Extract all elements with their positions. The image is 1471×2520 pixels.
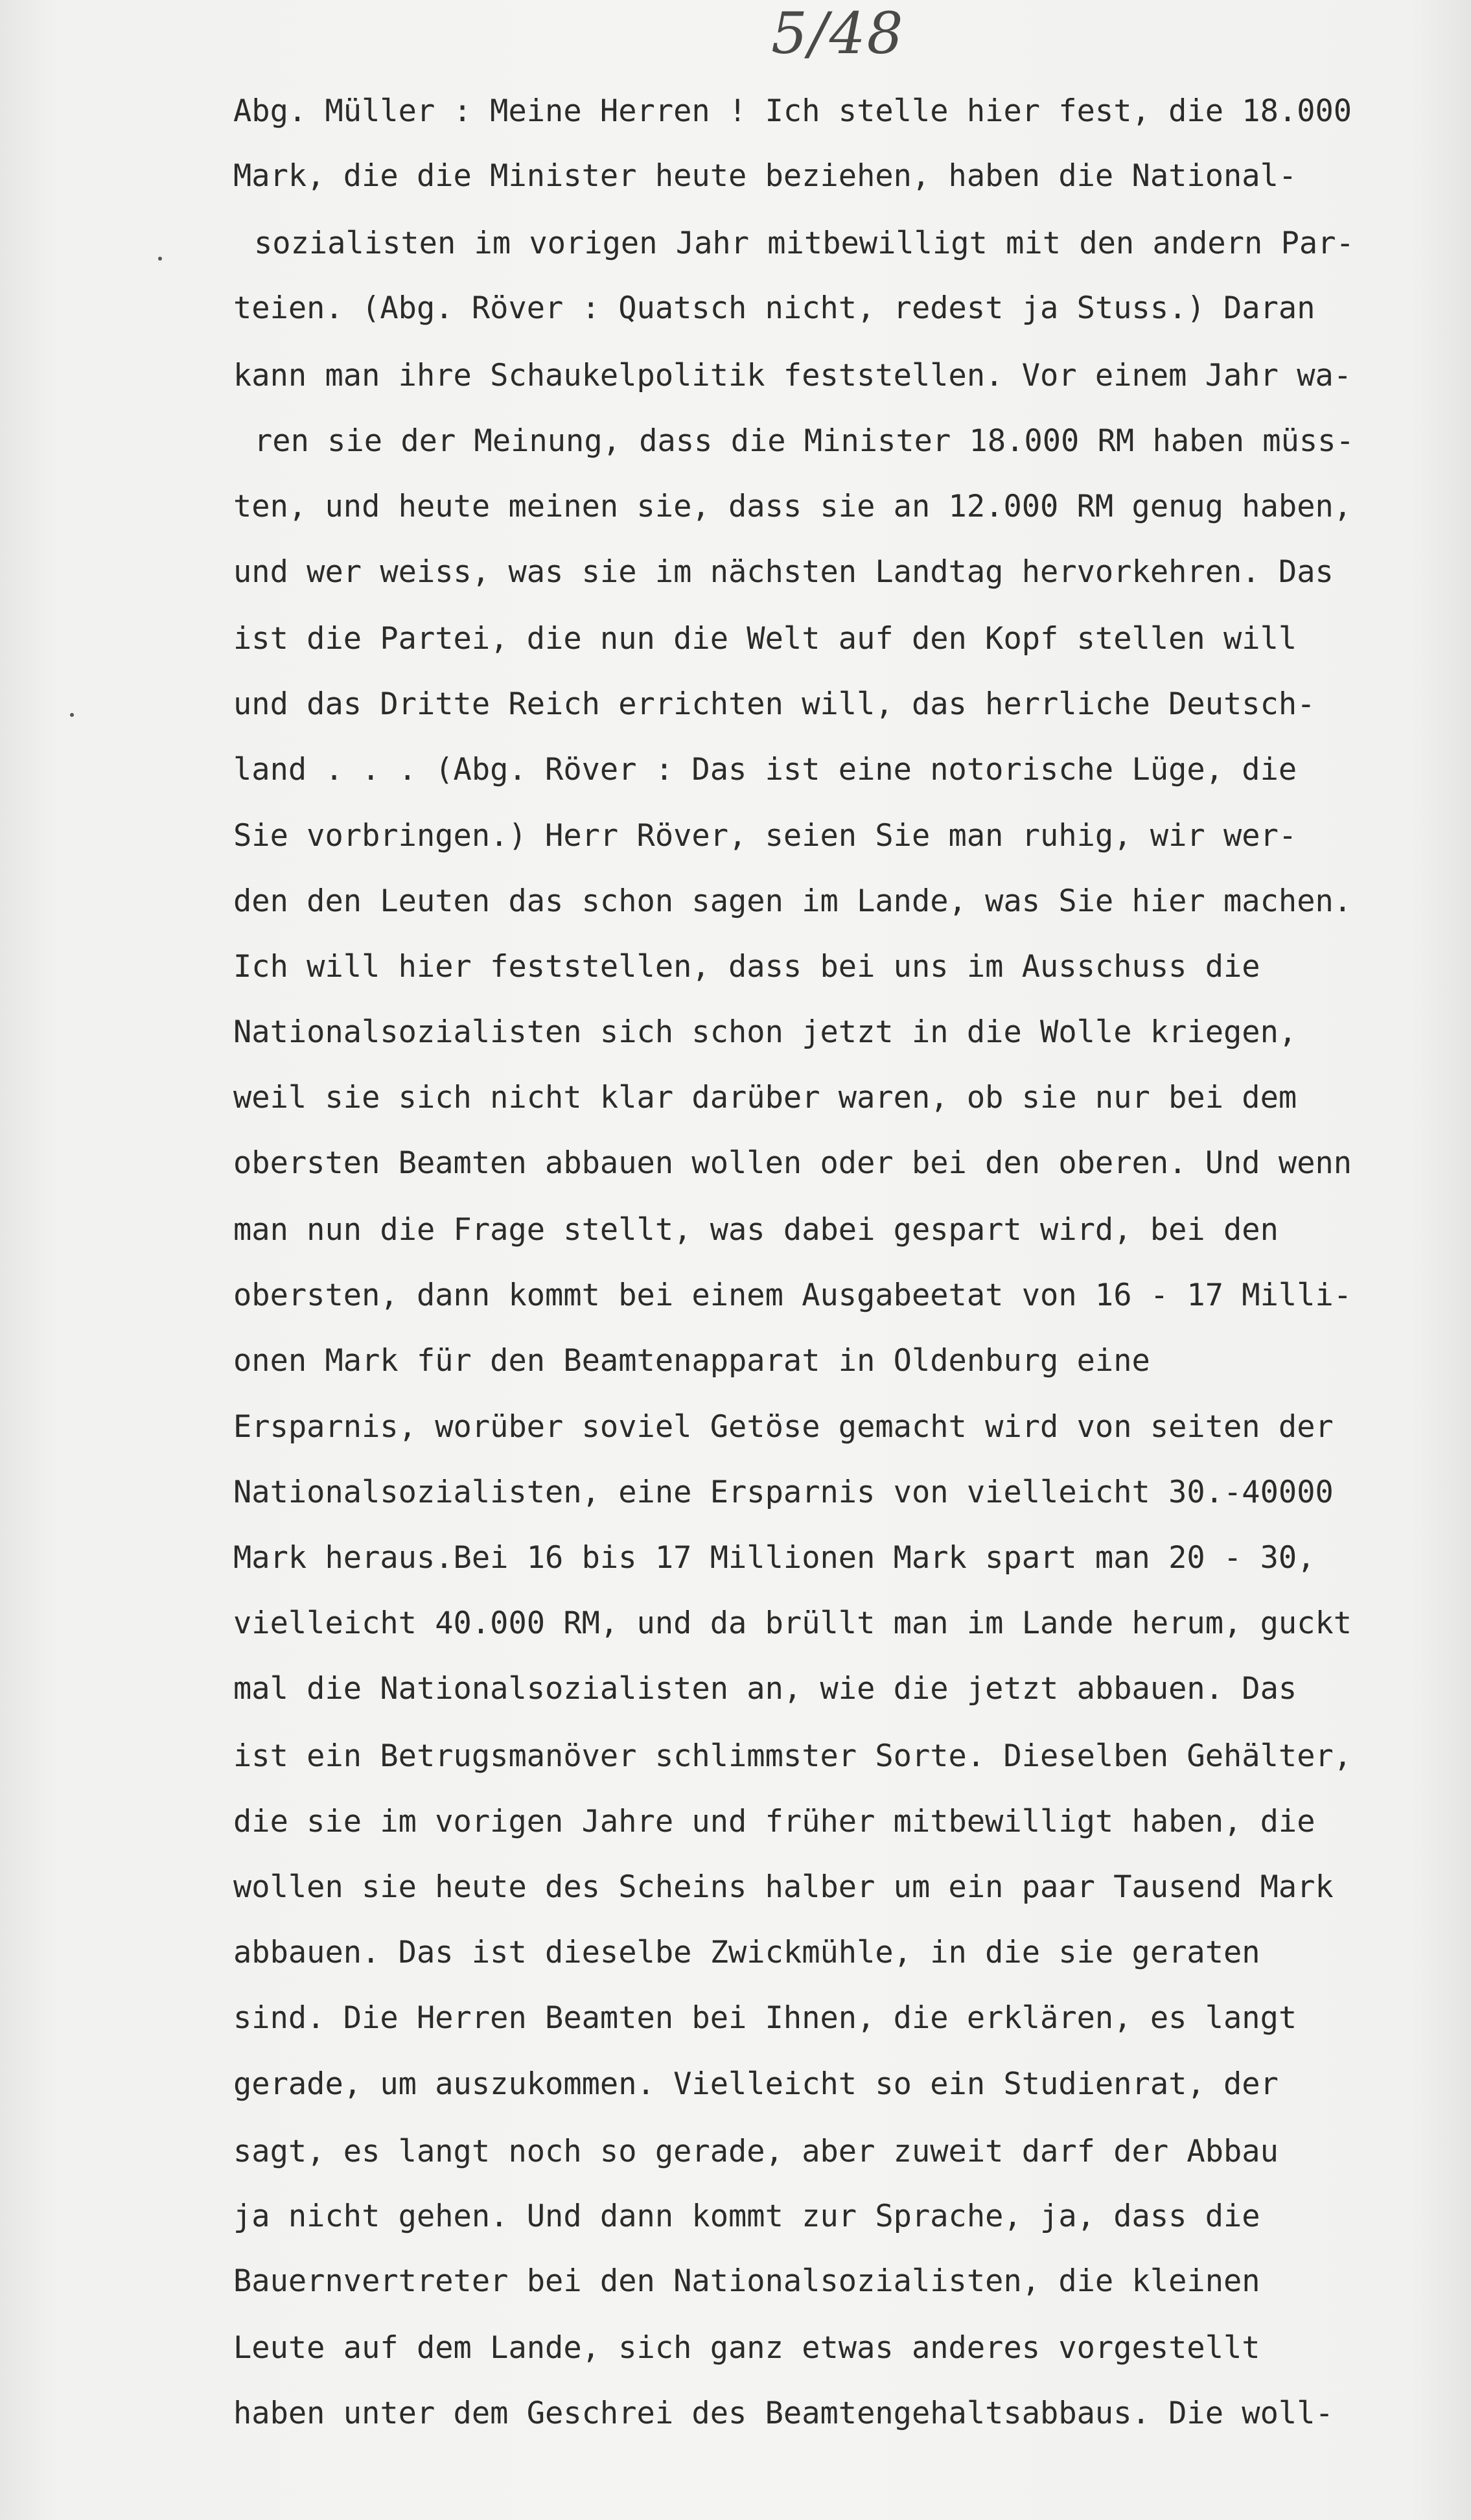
text-line: ten, und heute meinen sie, dass sie an 12.000 RM genug haben, [233,489,1352,524]
text-line: ist die Partei, die nun die Welt auf den Kopf stellen will [233,621,1297,657]
text-line: wollen sie heute des Scheins halber um ein paar Tausend Mark [233,1869,1334,1905]
text-line: teien. (Abg. Röver : Quatsch nicht, redest ja Stuss.) Daran [233,290,1315,326]
text-line: Ersparnis, worüber soviel Getöse gemacht wird von seiten der [233,1409,1334,1445]
text-line: und wer weiss, was sie im nächsten Landtag hervorkehren. Das [233,554,1334,590]
text-line: Sie vorbringen.) Herr Röver, seien Sie man ruhig, wir wer- [233,818,1297,854]
text-line: ist ein Betrugsmanöver schlimmster Sorte. Dieselben Gehälter, [233,1738,1352,1774]
text-line: und das Dritte Reich errichten will, das herrliche Deutsch- [233,686,1315,722]
text-line: obersten Beamten abbauen wollen oder bei den oberen. Und wenn [233,1145,1352,1181]
text-line: weil sie sich nicht klar darüber waren, ob sie nur bei dem [233,1080,1297,1115]
text-line: Abg. Müller : Meine Herren ! Ich stelle hier fest, die 18.000 [233,93,1352,129]
text-line: vielleicht 40.000 RM, und da brüllt man im Lande herum, guckt [233,1605,1352,1641]
text-line: abbauen. Das ist dieselbe Zwickmühle, in die sie geraten [233,1935,1260,1970]
text-line: Mark, die die Minister heute beziehen, haben die National- [233,158,1297,194]
text-line: die sie im vorigen Jahre und früher mitbewilligt haben, die [233,1804,1315,1839]
text-line: onen Mark für den Beamtenapparat in Oldenburg eine [233,1343,1150,1379]
text-line: sind. Die Herren Beamten bei Ihnen, die erklären, es langt [233,2000,1297,2036]
page-number: 5/48 [771,0,905,67]
text-line: Nationalsozialisten, eine Ersparnis von vielleicht 30.-40000 [233,1475,1334,1510]
text-line: den den Leuten das schon sagen im Lande, was Sie hier machen. [233,883,1352,919]
text-line: ren sie der Meinung, dass die Minister 18.000 RM haben müss- [254,423,1354,459]
margin-dot [158,257,162,261]
text-line: man nun die Frage stellt, was dabei gespart wird, bei den [233,1212,1279,1248]
text-line: gerade, um auszukommen. Vielleicht so ein Studienrat, der [233,2066,1279,2102]
text-line: Bauernvertreter bei den Nationalsozialisten, die kleinen [233,2263,1260,2299]
text-line: sozialisten im vorigen Jahr mitbewilligt mit den andern Par- [254,226,1354,261]
text-line: Leute auf dem Lande, sich ganz etwas anderes vorgestellt [233,2330,1260,2366]
text-line: kann man ihre Schaukelpolitik feststellen. Vor einem Jahr wa- [233,358,1352,393]
text-line: obersten, dann kommt bei einem Ausgabeetat von 16 - 17 Milli- [233,1278,1352,1313]
text-line: Mark heraus.Bei 16 bis 17 Millionen Mark spart man 20 - 30, [233,1540,1315,1576]
text-line: Ich will hier feststellen, dass bei uns im Ausschuss die [233,949,1260,985]
text-line: Nationalsozialisten sich schon jetzt in die Wolle kriegen, [233,1014,1297,1050]
text-line: haben unter dem Geschrei des Beamtengehaltsabbaus. Die woll- [233,2396,1334,2431]
text-line: ja nicht gehen. Und dann kommt zur Sprache, ja, dass die [233,2199,1260,2234]
text-line: land . . . (Abg. Röver : Das ist eine notorische Lüge, die [233,752,1297,788]
margin-dot [70,713,74,717]
text-line: sagt, es langt noch so gerade, aber zuweit darf der Abbau [233,2134,1279,2169]
text-line: mal die Nationalsozialisten an, wie die jetzt abbauen. Das [233,1671,1297,1707]
